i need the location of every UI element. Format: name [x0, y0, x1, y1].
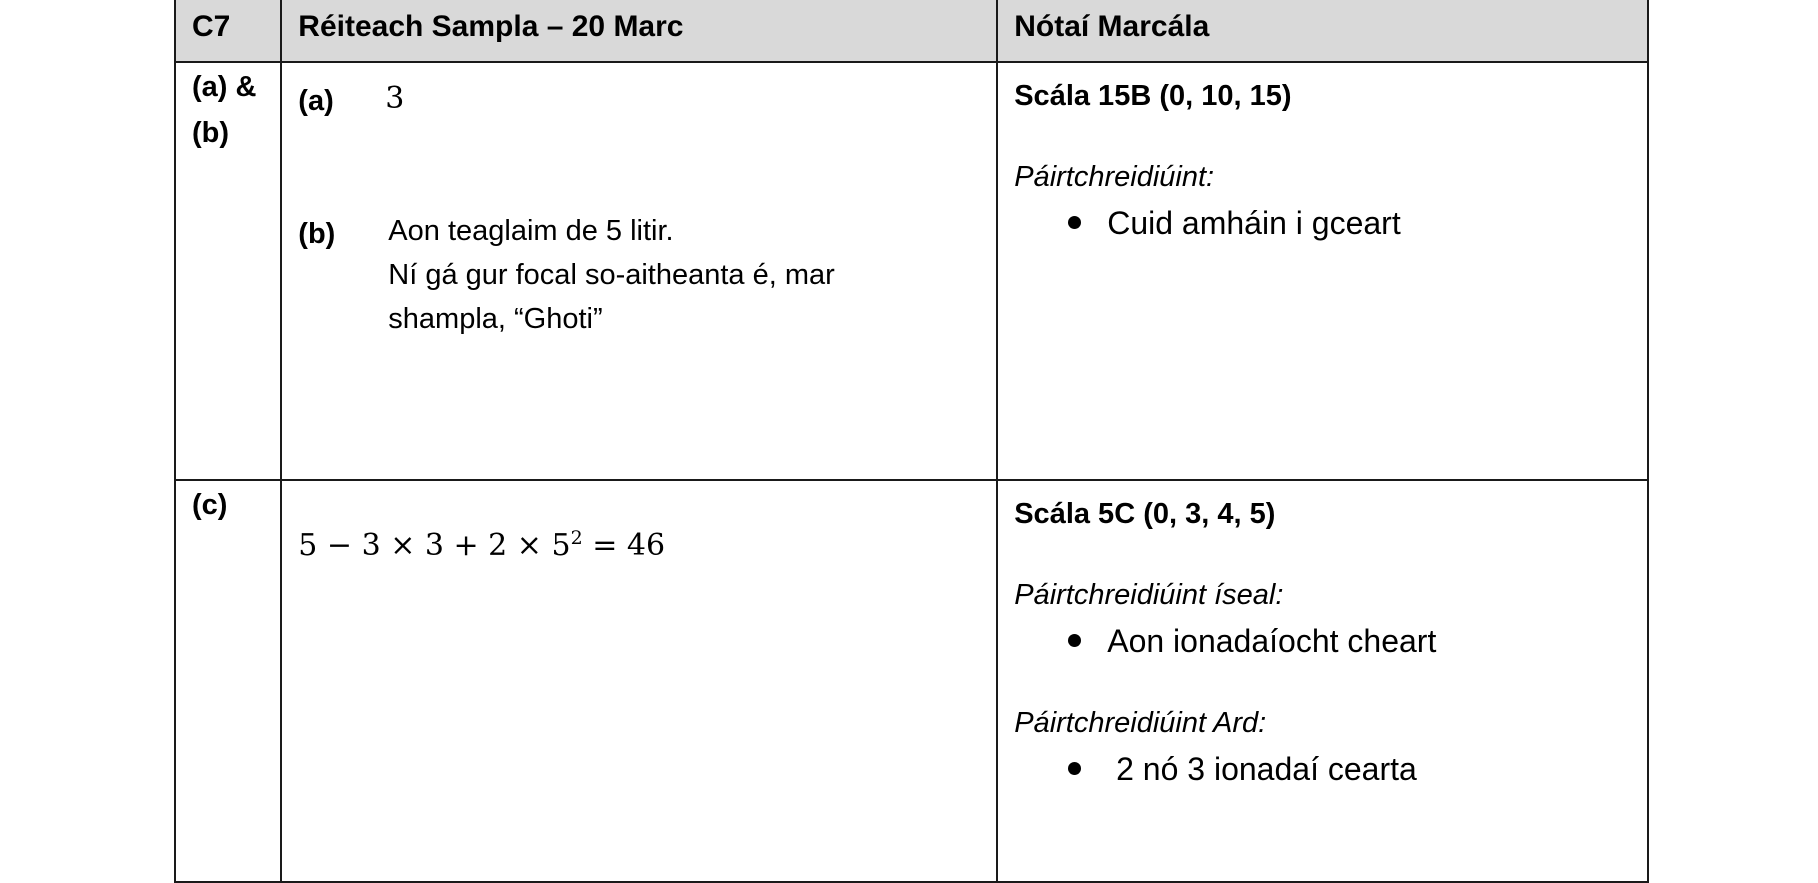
question-label: (a) & [192, 71, 257, 103]
partial-credit-heading: Páirtchreidiúint íseal: [1014, 579, 1284, 611]
bullet-icon [1068, 634, 1081, 647]
bullet-icon [1068, 762, 1081, 775]
bullet-icon [1068, 216, 1081, 229]
question-label: (b) [192, 117, 230, 149]
partial-credit-bullet: 2 nó 3 ionadaí cearta [1068, 751, 1417, 788]
notes-cell [997, 480, 1648, 882]
part-a-answer: 3 [385, 81, 405, 116]
partial-credit-heading: Páirtchreidiúint: [1014, 161, 1215, 193]
table-header-row [175, 0, 1648, 62]
solution-cell [281, 62, 997, 480]
marking-scheme-table [174, 0, 1649, 883]
partial-credit-bullet: Cuid amháin i gceart [1068, 205, 1400, 242]
part-a-label: (a) [298, 85, 334, 117]
solution-cell [281, 480, 997, 882]
partial-credit-heading: Páirtchreidiúint Ard: [1014, 707, 1267, 739]
part-b-answer: Aon teaglaim de 5 litir. Ní gá gur focal so-aitheanta é, mar shampla, “Ghoti” [388, 215, 835, 335]
header-notes: Nótaí Marcála [997, 0, 1648, 62]
question-cell [175, 62, 281, 480]
notes-cell [997, 62, 1648, 480]
scale-label: Scála 5C (0, 3, 4, 5) [1014, 498, 1276, 530]
part-b-label: (b) [298, 218, 336, 250]
header-question: C7 [175, 0, 281, 62]
question-label: (c) [192, 489, 228, 521]
question-cell [175, 480, 281, 882]
partial-credit-bullet: Aon ionadaíocht cheart [1068, 623, 1436, 660]
header-solution: Réiteach Sampla – 20 Marc [281, 0, 997, 62]
table-row [175, 480, 1648, 882]
scale-label: Scála 15B (0, 10, 15) [1014, 80, 1292, 112]
expression: $5 - 3 \times 3 + 2 \times 5^2 = 46$ [298, 527, 666, 563]
table-row [175, 62, 1648, 480]
